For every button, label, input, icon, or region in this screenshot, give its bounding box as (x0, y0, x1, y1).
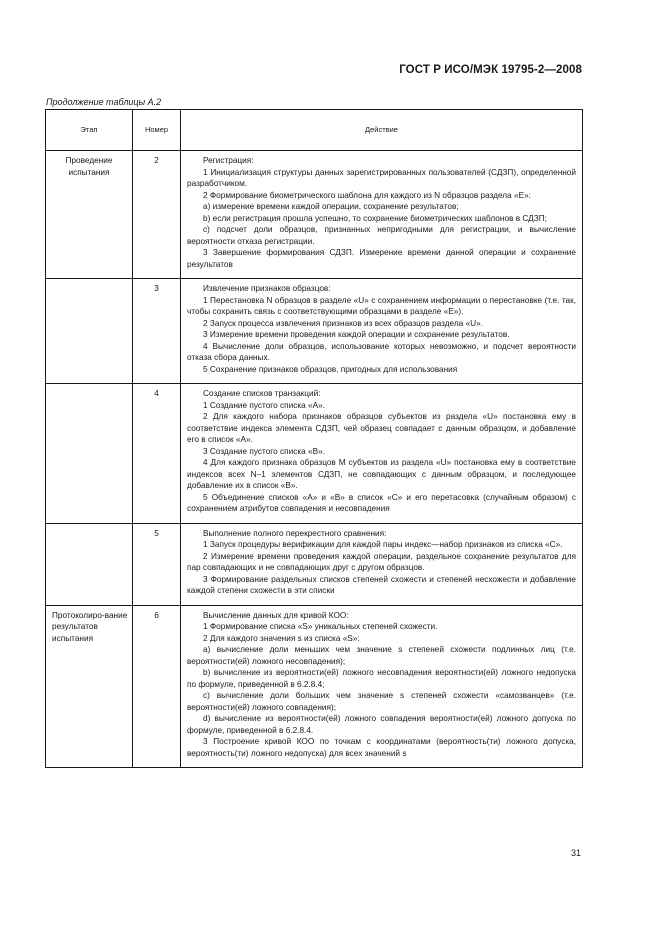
number-cell: 2 (133, 151, 181, 279)
column-header-stage: Этап (46, 110, 133, 151)
action-line: 1 Запуск процедуры верификации для каждой пары индекс—набор признаков из списка «С». (203, 540, 563, 549)
column-header-number: Номер (133, 110, 181, 151)
action-line: 3 Формирование раздельных списков степеней схожести и степеней несхожести и добавление каждой степени схожести в эти списки (187, 574, 576, 595)
action-line: 3 Измерение времени проведения каждой операции и сохранение результатов. (203, 330, 510, 339)
stage-cell (46, 523, 133, 605)
stage-cell (46, 384, 133, 524)
action-line: 2 Для каждого значения s из списка «S»: (203, 633, 360, 643)
action-line: b) если регистрация прошла успешно, то сохранение биометрических шаблонов в СДЗП; (203, 213, 547, 223)
action-line: 5 Сохранение признаков образцов, пригодных для использования (203, 364, 458, 374)
action-line: c) подсчет доли образцов, признанных непригодными для регистрации, и вычисление вероятности отказа регистрации. (187, 225, 576, 246)
action-line: 1 Формирование списка «S» уникальных степеней схожести. (203, 622, 438, 631)
action-cell (181, 151, 583, 279)
action-line: 3 Построение кривой КОО по точкам с координатами (вероятность(ти) ложного допуска, вероятность(ти) ложного недопуска) для всех значений s (187, 737, 576, 758)
action-cell (181, 279, 583, 384)
table-row (46, 605, 583, 768)
action-line: b) вычисление из вероятности(ей) ложного несовпадения вероятности(ей) ложного недопуска по формуле, приведенной в 6.2.8.4; (187, 668, 576, 689)
action-line: 4 Вычисление доли образцов, использование которых невозможно, и подсчет вероятности отказа сбора данных. (187, 341, 576, 362)
action-line: 3 Завершение формирования СДЗП. Измерение времени данной операции и сохранение результатов (187, 248, 576, 269)
document-standard-header: ГОСТ Р ИСО/МЭК 19795-2—2008 (399, 64, 582, 76)
number-cell: 3 (133, 279, 181, 384)
action-line: Создание списков транзакций: (203, 389, 321, 398)
action-line: 2 Запуск процесса извлечения признаков из всех образцов раздела «U». (203, 318, 483, 328)
action-line: 2 Измерение времени проведения каждой операции, раздельное сохранение результатов для пар совпадающих и не совпадающих друг с другом образцов. (187, 551, 576, 572)
action-line: 2 Для каждого набора признаков образцов субъектов из раздела «U» постановка ему в соответствие индекса элемента СДЗП, чей образец совпадает с данным образцом, и добавление его в список «А». (187, 412, 576, 444)
column-header-action: Действие (181, 110, 583, 151)
action-line: 1 Перестановка N образцов в разделе «U» с сохранением информации о перестановке (т.е. так, чтобы сохранить связь с соответствующими образцами в разделе «Е»). (187, 295, 576, 316)
action-cell (181, 384, 583, 524)
number-cell: 5 (133, 523, 181, 605)
action-line: Извлечение признаков образцов: (203, 284, 331, 293)
action-line: a) вычисление доли меньших чем значение s степеней схожести подлинных лиц (т.е. вероятности(ей) ложного несовпадения); (187, 645, 576, 666)
table-row (46, 279, 583, 384)
stage-cell: Протоколиро-вание результатов испытания (46, 605, 133, 768)
number-cell: 4 (133, 384, 181, 524)
action-cell (181, 523, 583, 605)
action-line: c) вычисление доли больших чем значение s степеней схожести «самозванцев» (т.е. вероятности(ей) ложного совпадения); (187, 691, 576, 712)
action-line: 2 Формирование биометрического шаблона для каждого из N образцов раздела «Е»: (203, 190, 531, 200)
action-line: Регистрация: (203, 156, 254, 165)
table-row (46, 384, 583, 524)
page-number: 31 (570, 848, 581, 858)
action-line: d) вычисление из вероятности(ей) ложного совпадения вероятности(ей) ложного допуска по формуле, приведенной в 6.2.8.4. (187, 714, 576, 735)
stage-cell (46, 279, 133, 384)
action-line: 5 Объединение списков «А» и «В» в список «С» и его перетасовка (случайным образом) с сохранением атрибутов совпадения и несовпадения (187, 492, 576, 513)
table-caption: Продолжение таблицы А.2 (46, 97, 162, 107)
action-line: 1 Инициализация структуры данных зарегистрированных пользователей (СДЗП), определенной разработчиком. (187, 167, 576, 188)
action-line: Вычисление данных для кривой КОО: (203, 610, 349, 620)
stages-table (45, 109, 583, 768)
action-line: 3 Создание пустого списка «В». (203, 446, 325, 456)
table-row (46, 523, 583, 605)
number-cell: 6 (133, 605, 181, 768)
action-line: 4 Для каждого признака образцов M субъектов из раздела «U» постановка ему в соответствие индексов всех N–1 элементов СДЗП, не совпадающих с данным образцом, и последующее добавление их в список «В». (187, 458, 576, 490)
action-line: Выполнение полного перекрестного сравнения: (203, 528, 387, 538)
stage-cell: Проведение испытания (46, 151, 133, 279)
table-row (46, 151, 583, 279)
action-line: 1 Создание пустого списка «А». (203, 400, 325, 410)
table-header-row (46, 110, 583, 151)
action-cell (181, 605, 583, 768)
action-line: a) измерение времени каждой операции, сохранение результатов; (203, 202, 459, 211)
